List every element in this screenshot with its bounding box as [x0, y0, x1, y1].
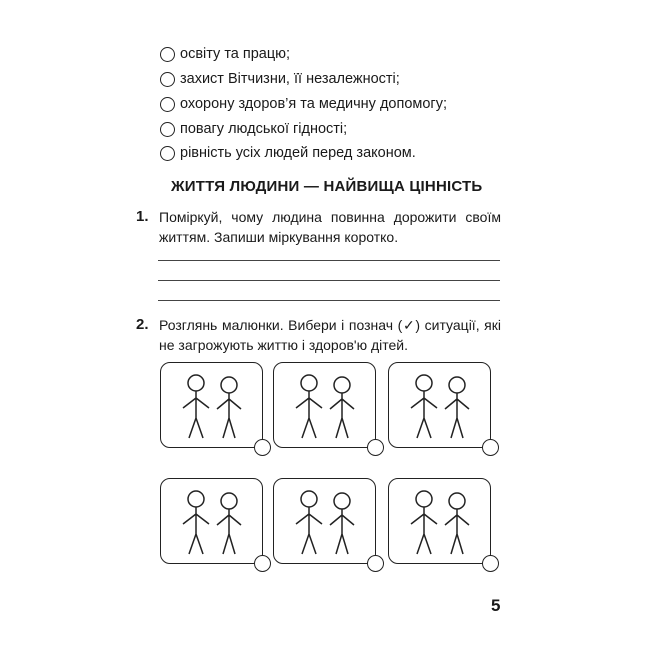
option-checkbox[interactable] — [160, 146, 175, 161]
illustration-girl-watering-plant — [389, 363, 492, 449]
picture-girl-watering-plant — [388, 362, 491, 448]
picture-child-at-electrical-door — [273, 362, 376, 448]
picture-girl-planting-flowers — [388, 478, 491, 564]
option-3 — [160, 93, 447, 115]
option-checkbox[interactable] — [160, 122, 175, 137]
illustration-girl-planting-flowers — [389, 479, 492, 565]
picture-checkbox[interactable] — [367, 439, 384, 456]
illustration-child-at-electrical-door — [274, 363, 377, 449]
option-label: рівність усіх людей перед законом. — [180, 145, 416, 161]
picture-checkbox[interactable] — [254, 439, 271, 456]
task-1-number: 1. — [136, 208, 149, 225]
option-4 — [160, 118, 347, 140]
option-label: освіту та працю; — [180, 46, 291, 62]
option-checkbox[interactable] — [160, 47, 175, 62]
option-5 — [160, 142, 416, 164]
option-checkbox[interactable] — [160, 97, 175, 112]
option-label: захист Вітчизни, її незалежності; — [180, 71, 400, 87]
illustration-children-jumping-over-fire — [274, 479, 377, 565]
picture-checkbox[interactable] — [254, 555, 271, 572]
illustration-boy-near-stove — [161, 479, 264, 565]
section-title: ЖИТТЯ ЛЮДИНИ — НАЙВИЩА ЦІННІСТЬ — [171, 178, 483, 195]
picture-checkbox[interactable] — [482, 439, 499, 456]
picture-checkbox[interactable] — [367, 555, 384, 572]
picture-boy-near-stove — [160, 478, 263, 564]
illustration-children-talking — [161, 363, 264, 449]
picture-children-talking — [160, 362, 263, 448]
option-2 — [160, 68, 400, 90]
task-1-text: Поміркуй, чому людина повинна дорожити своїм життям. Запиши міркування коротко. — [159, 209, 501, 245]
answer-line[interactable] — [158, 300, 500, 301]
answer-line[interactable] — [158, 260, 500, 261]
task-2-text: Розглянь малюнки. Вибери і познач (✓) ситуації, які не загрожують життю і здоров'ю дітей. — [159, 317, 501, 353]
page-number: 5 — [491, 596, 501, 615]
task-2-number: 2. — [136, 316, 149, 333]
picture-checkbox[interactable] — [482, 555, 499, 572]
answer-line[interactable] — [158, 280, 500, 281]
option-1 — [160, 43, 290, 65]
option-label: охорону здоров’я та медичну допомогу; — [180, 96, 447, 112]
option-label: повагу людської гідності; — [180, 121, 348, 137]
option-checkbox[interactable] — [160, 72, 175, 87]
picture-children-jumping-over-fire — [273, 478, 376, 564]
